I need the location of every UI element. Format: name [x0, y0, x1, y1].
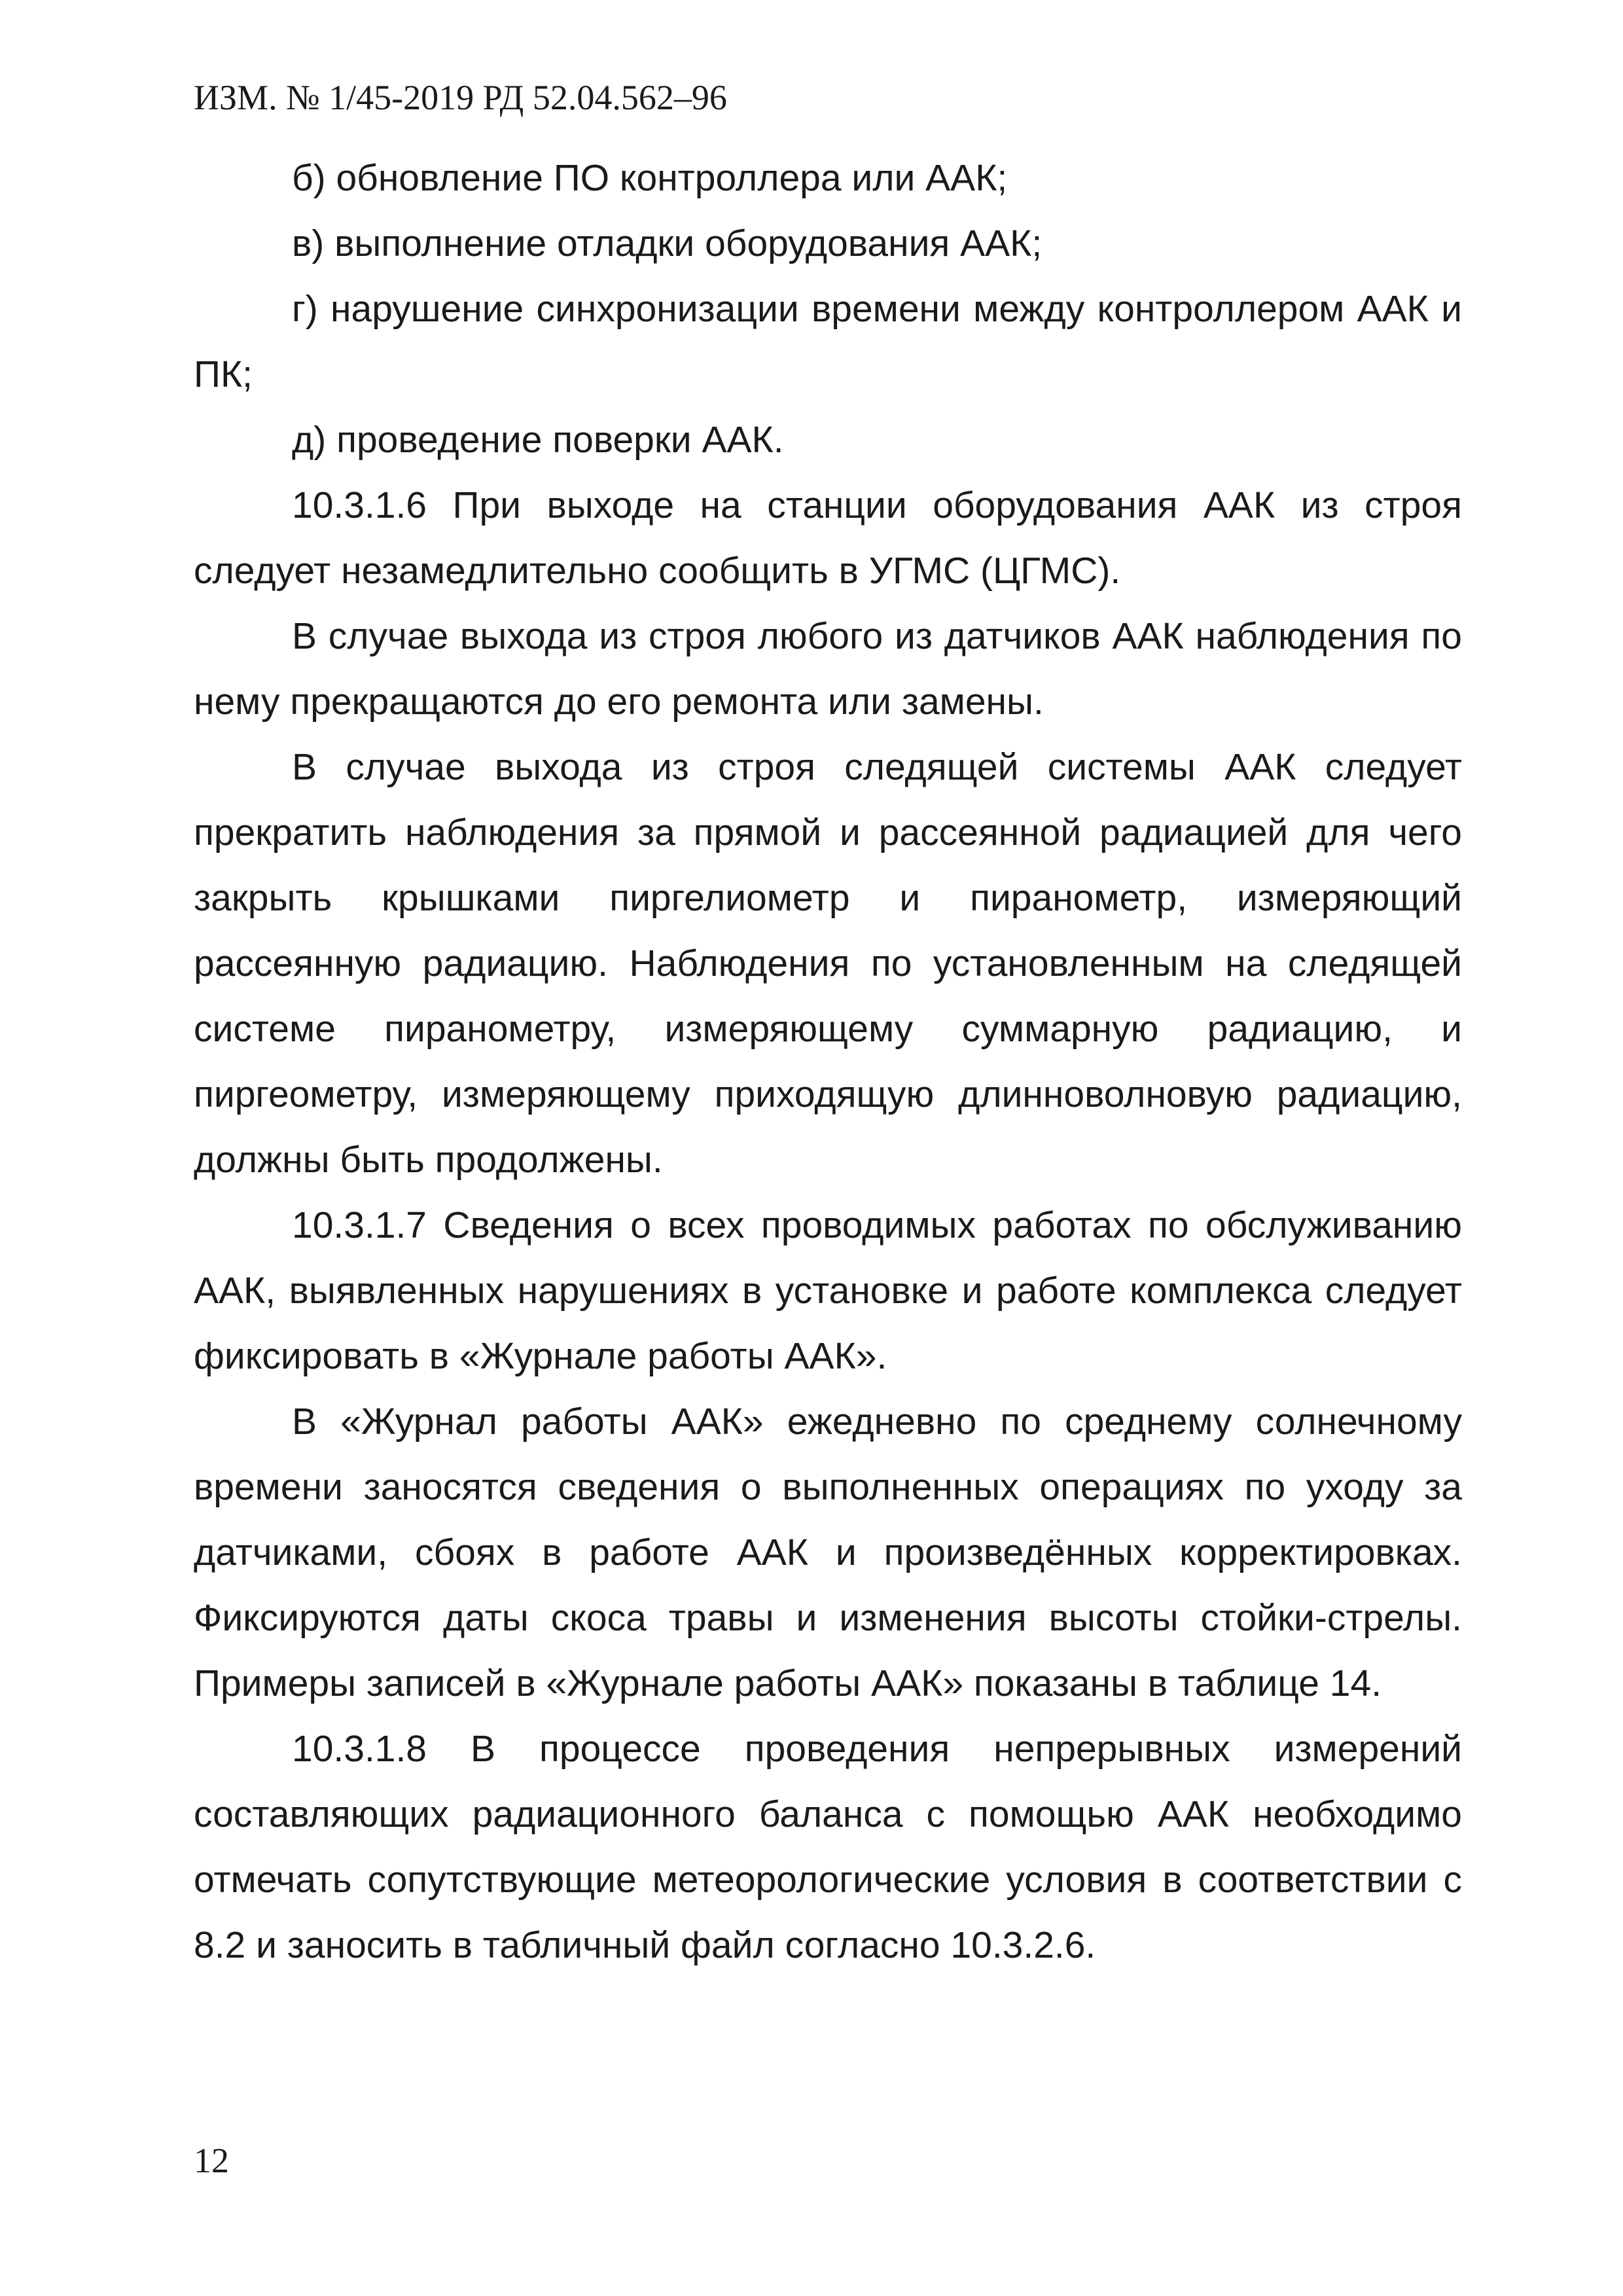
paragraph-tracker-failure: В случае выхода из строя следящей системы ААК следует прекратить наблюдения за прямой и рассеянной радиацией для чего закрыть крышками пиргелиометр и пиранометр, измеряющий рассеянную радиацию. Наблюдения по установленным на следящей системе пиранометру, измеряющему суммарную радиацию, и пиргеометру, измеряющему приходящую длинноволновую радиацию, должны быть продолжены.: [194, 746, 1462, 1181]
clause-10-3-1-6: 10.3.1.6 При выходе на станции оборудования ААК из строя следует незамедлительно сообщить в УГМС (ЦГМС).: [194, 484, 1462, 592]
document-body: [194, 145, 1462, 1978]
clause-10-3-1-8: 10.3.1.8 В процессе проведения непрерывных измерений составляющих радиационного баланса с помощью ААК необходимо отмечать сопутствующие метеорологические условия в соответствии с 8.2 и заносить в табличный файл согласно 10.3.2.6.: [194, 1728, 1462, 1966]
list-item-b: б) обновление ПО контроллера или ААК;: [292, 157, 1008, 199]
paragraph-journal: В «Журнал работы ААК» ежедневно по среднему солнечному времени заносятся сведения о выполненных операциях по уходу за датчиками, сбоях в работе ААК и произведённых корректировках. Фиксируются даты скоса травы и изменения высоты стойки-стрелы. Примеры записей в «Журнале работы ААК» показаны в таблице 14.: [194, 1401, 1462, 1704]
document-header: ИЗМ. № 1/45-2019 РД 52.04.562–96: [194, 78, 727, 117]
list-item-g: г) нарушение синхронизации времени между контроллером ААК и ПК;: [194, 288, 1462, 395]
list-item-d: д) проведение поверки ААК.: [292, 419, 784, 461]
paragraph-sensor-failure: В случае выхода из строя любого из датчиков ААК наблюдения по нему прекращаются до его ремонта или замены.: [194, 615, 1462, 723]
clause-10-3-1-7: 10.3.1.7 Сведения о всех проводимых работах по обслуживанию ААК, выявленных нарушениях в установке и работе комплекса следует фиксировать в «Журнале работы ААК».: [194, 1204, 1462, 1377]
list-item-v: в) выполнение отладки оборудования ААК;: [292, 223, 1043, 264]
page-number: 12: [194, 2141, 229, 2180]
